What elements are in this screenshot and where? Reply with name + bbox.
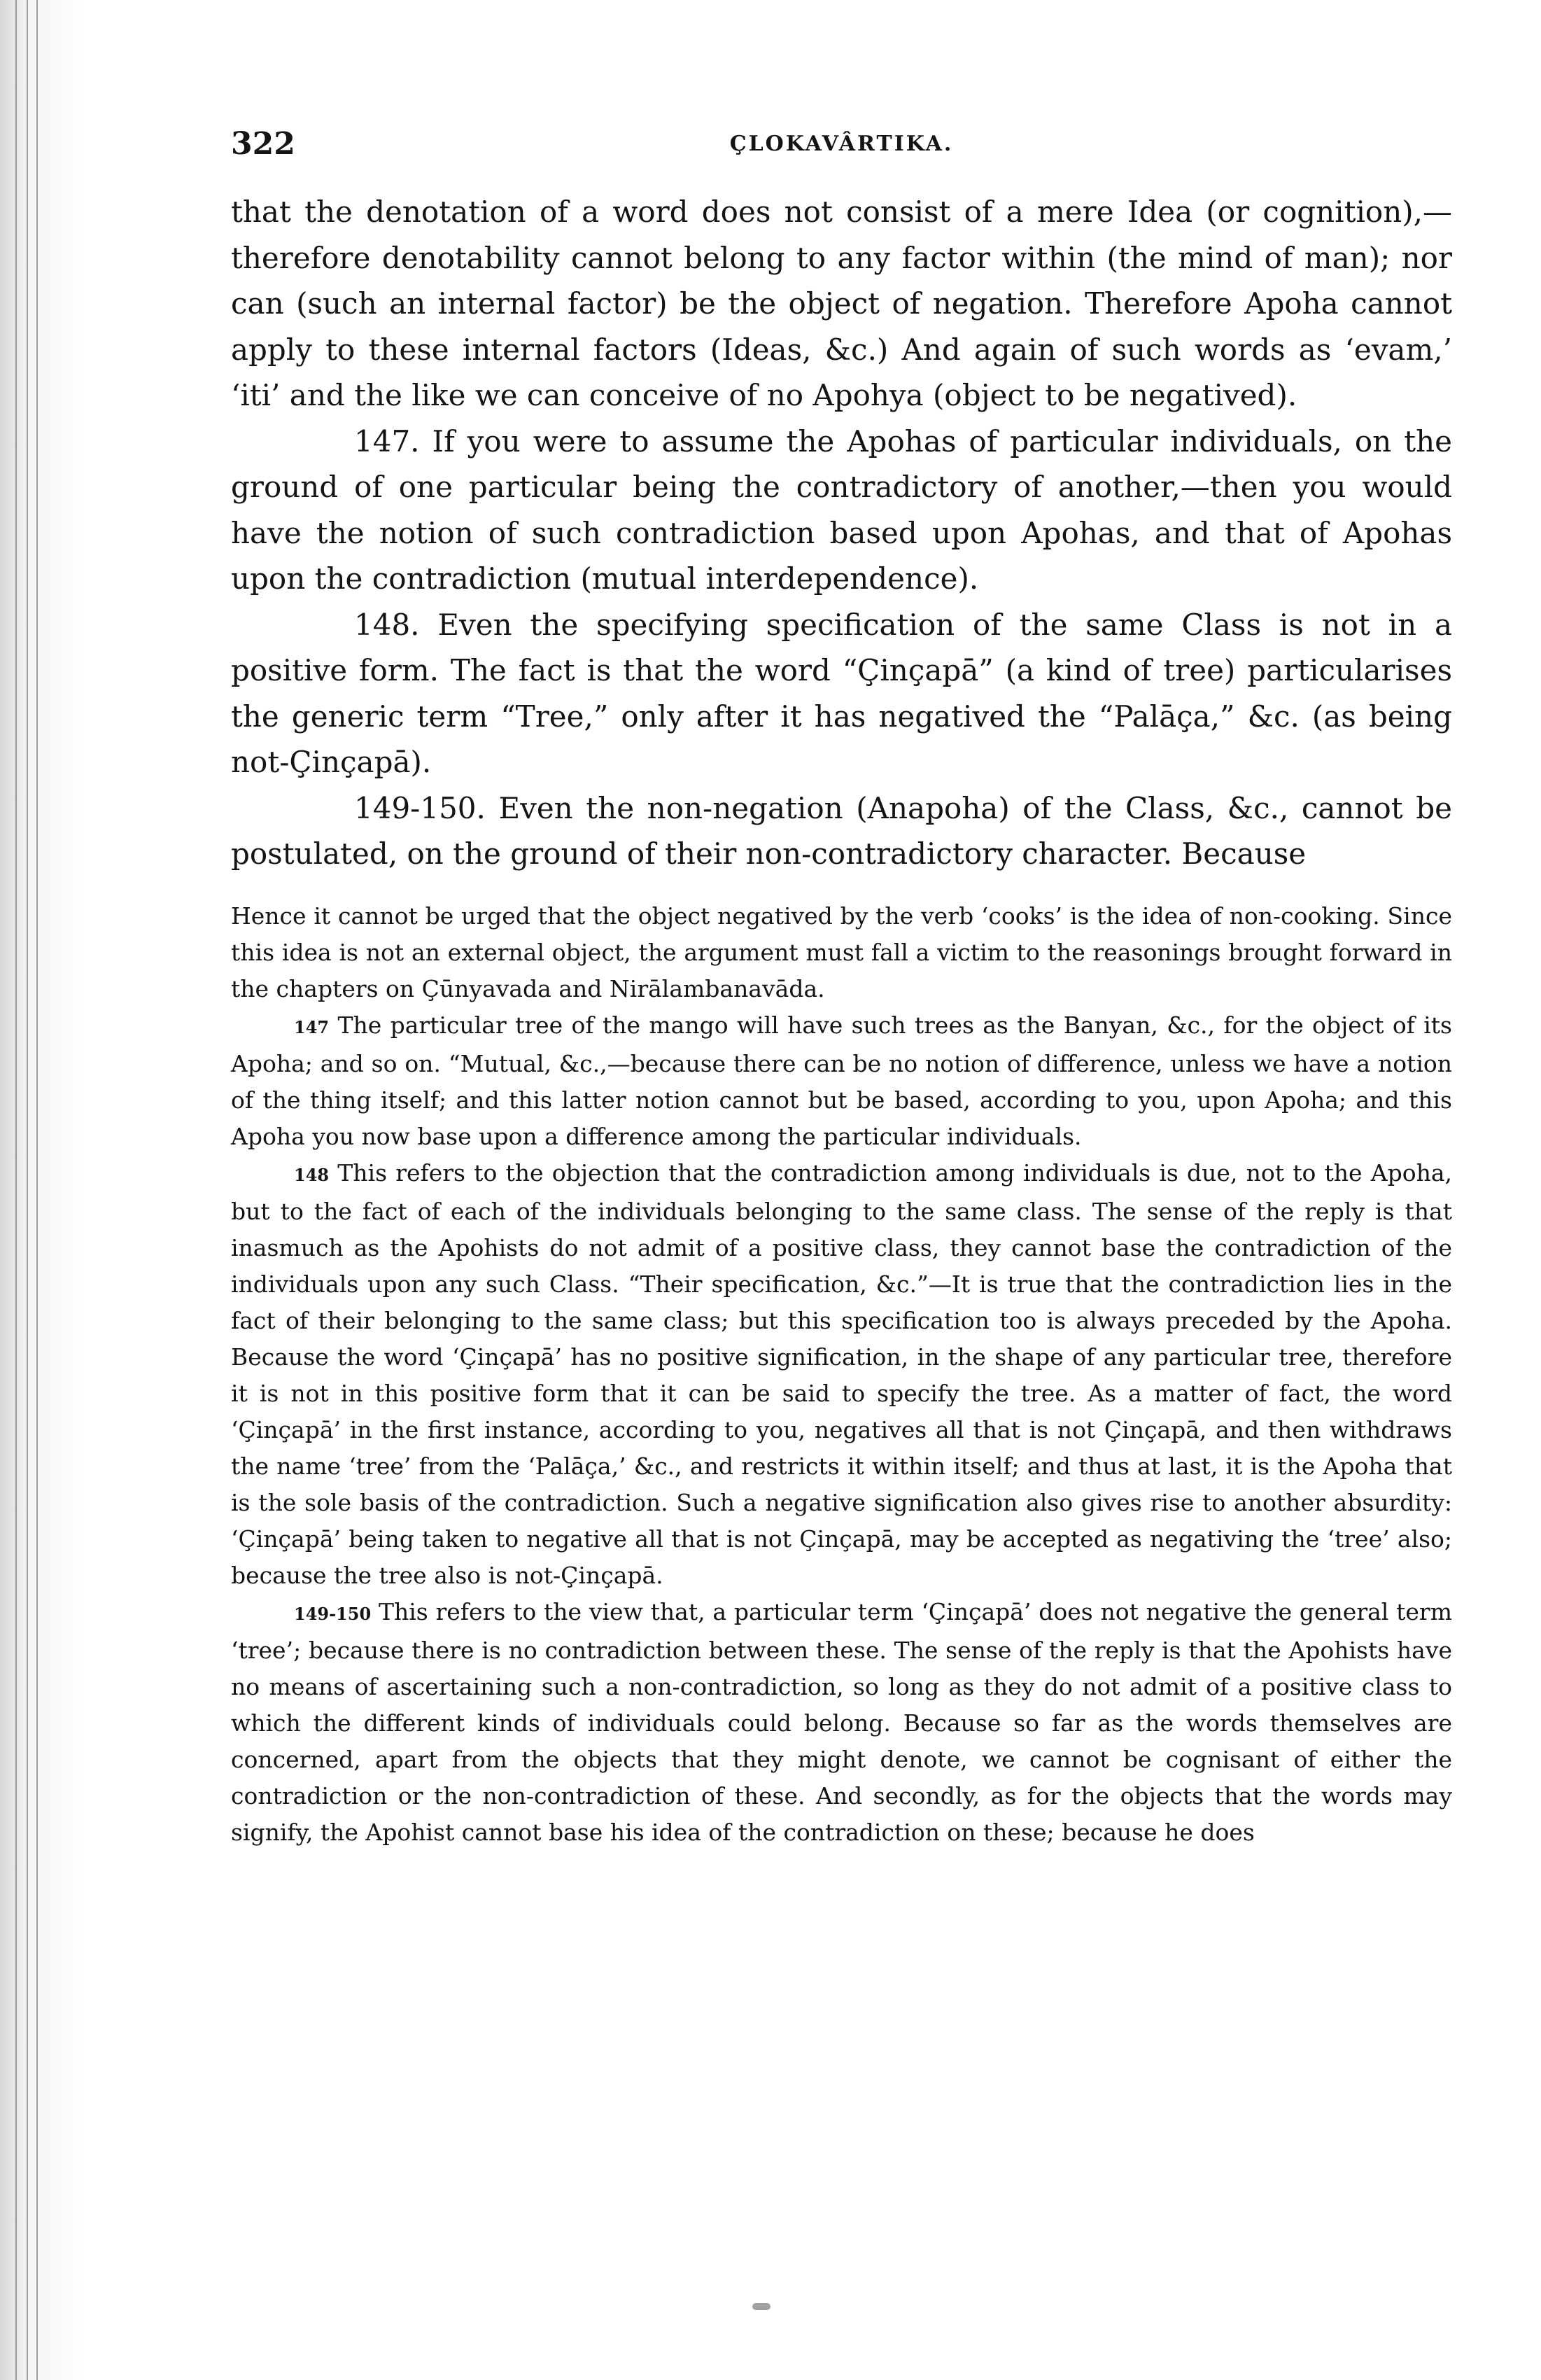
page-header xyxy=(231,126,1452,175)
main-paragraph: 148. Even the specifying specification of the same Class is not in a positive form. The fact is that the word “Çinçapā” (a kind of tree) particularises the generic term “Tree,” only after it has negatived the “Palāça,” &c. (as being not-Çinçapā). xyxy=(231,607,1452,779)
binding-rule xyxy=(36,0,38,2380)
ink-mark xyxy=(752,2303,770,2310)
footnote xyxy=(231,898,1452,1007)
binding-rule xyxy=(15,0,17,2380)
footnotes xyxy=(231,898,1452,1851)
footnote-number: 148 xyxy=(294,1164,330,1185)
main-paragraph: 149-150. Even the non-negation (Anapoha) of the Class, &c., cannot be postulated, on the ground of their non-contradictory character. Because xyxy=(231,790,1452,871)
footnote-text: The particular tree of the mango will have such trees as the Banyan, &c., for the object of its Apoha; and so on. “Mutual, &c.,—because there can be no notion of difference, unless we have a notion of the thing itself; and this latter notion cannot but be based, according to you, upon Apoha; and this Apoha you now base upon a difference among the particular individuals. xyxy=(231,1011,1452,1150)
footnote xyxy=(231,1155,1452,1594)
footnote xyxy=(231,1007,1452,1155)
footnote-text: This refers to the objection that the contradiction among individuals is due, not to the Apoha, but to the fact of each of the individuals belonging to the same class. The sense of the reply is that inasmuch as the Apohists do not admit of a positive class, they cannot base the contradiction of the individuals upon any such Class. “Their specification, &c.”—It is true that the contradiction lies in the fact of their belonging to the same class; but this specification too is always preceded by the Apoha. Because the word ‘Çinçapā’ has no positive signification, in the shape of any particular tree, therefore it is not in this positive form that it can be said to specify the tree. As a matter of fact, the word ‘Çinçapā’ in the first instance, according to you, negatives all that is not Çinçapā, and then withdraws the name ‘tree’ from the ‘Palāça,’ &c., and restricts it within itself; and thus at last, it is the Apoha that is the sole basis of the contradiction. Such a negative signification also gives rise to another absurdity: ‘Çinçapā’ being taken to negative all that is not Çinçapā, may be accepted as negativing the ‘tree’ also; because the tree also is not-Çinçapā. xyxy=(231,1158,1452,1589)
binding-rule xyxy=(27,0,28,2380)
page-number: 322 xyxy=(231,126,295,162)
footnote-number: 149-150 xyxy=(294,1603,372,1624)
footnote-number: 147 xyxy=(294,1016,330,1037)
book-page xyxy=(231,126,1452,1851)
running-head: ÇLOKAVÂRTIKA. xyxy=(729,132,954,156)
page-binding-edge xyxy=(0,0,84,2380)
main-text xyxy=(231,189,1452,877)
main-paragraph: that the denotation of a word does not consist of a mere Idea (or cognition),—therefore denotability cannot belong to any factor within (the mind of man); nor can (such an internal factor) be the object of negation. Therefore Apoha cannot apply to these internal factors (Ideas, &c.) And again of such words as ‘evam,’ ‘iti’ and the like we can conceive of no Apohya (object to be negatived). xyxy=(231,195,1452,412)
footnote-text: Hence it cannot be urged that the object negatived by the verb ‘cooks’ is the idea of non-cooking. Since this idea is not an external object, the argument must fall a victim to the reasonings brought forward in the chapters on Çūnyavada and Nirālambanavāda. xyxy=(231,902,1452,1002)
footnote-text: This refers to the view that, a particular term ‘Çinçapā’ does not negative the general term ‘tree’; because there is no contradiction between these. The sense of the reply is that the Apohists have no means of ascertaining such a non-contradiction, so long as they do not admit of a positive class to which the different kinds of individuals could belong. Because so far as the words themselves are concerned, apart from the objects that they might denote, we cannot be cognisant of either the contradiction or the non-contradiction of these. And secondly, as for the objects that the words may signify, the Apohist cannot base his idea of the contradiction on these; because he does xyxy=(231,1597,1452,1846)
footnote xyxy=(231,1594,1452,1851)
main-paragraph: 147. If you were to assume the Apohas of particular individuals, on the ground of one particular being the contradictory of another,—then you would have the notion of such contradiction based upon Apohas, and that of Apohas upon the contradiction (mutual interdependence). xyxy=(231,424,1452,596)
